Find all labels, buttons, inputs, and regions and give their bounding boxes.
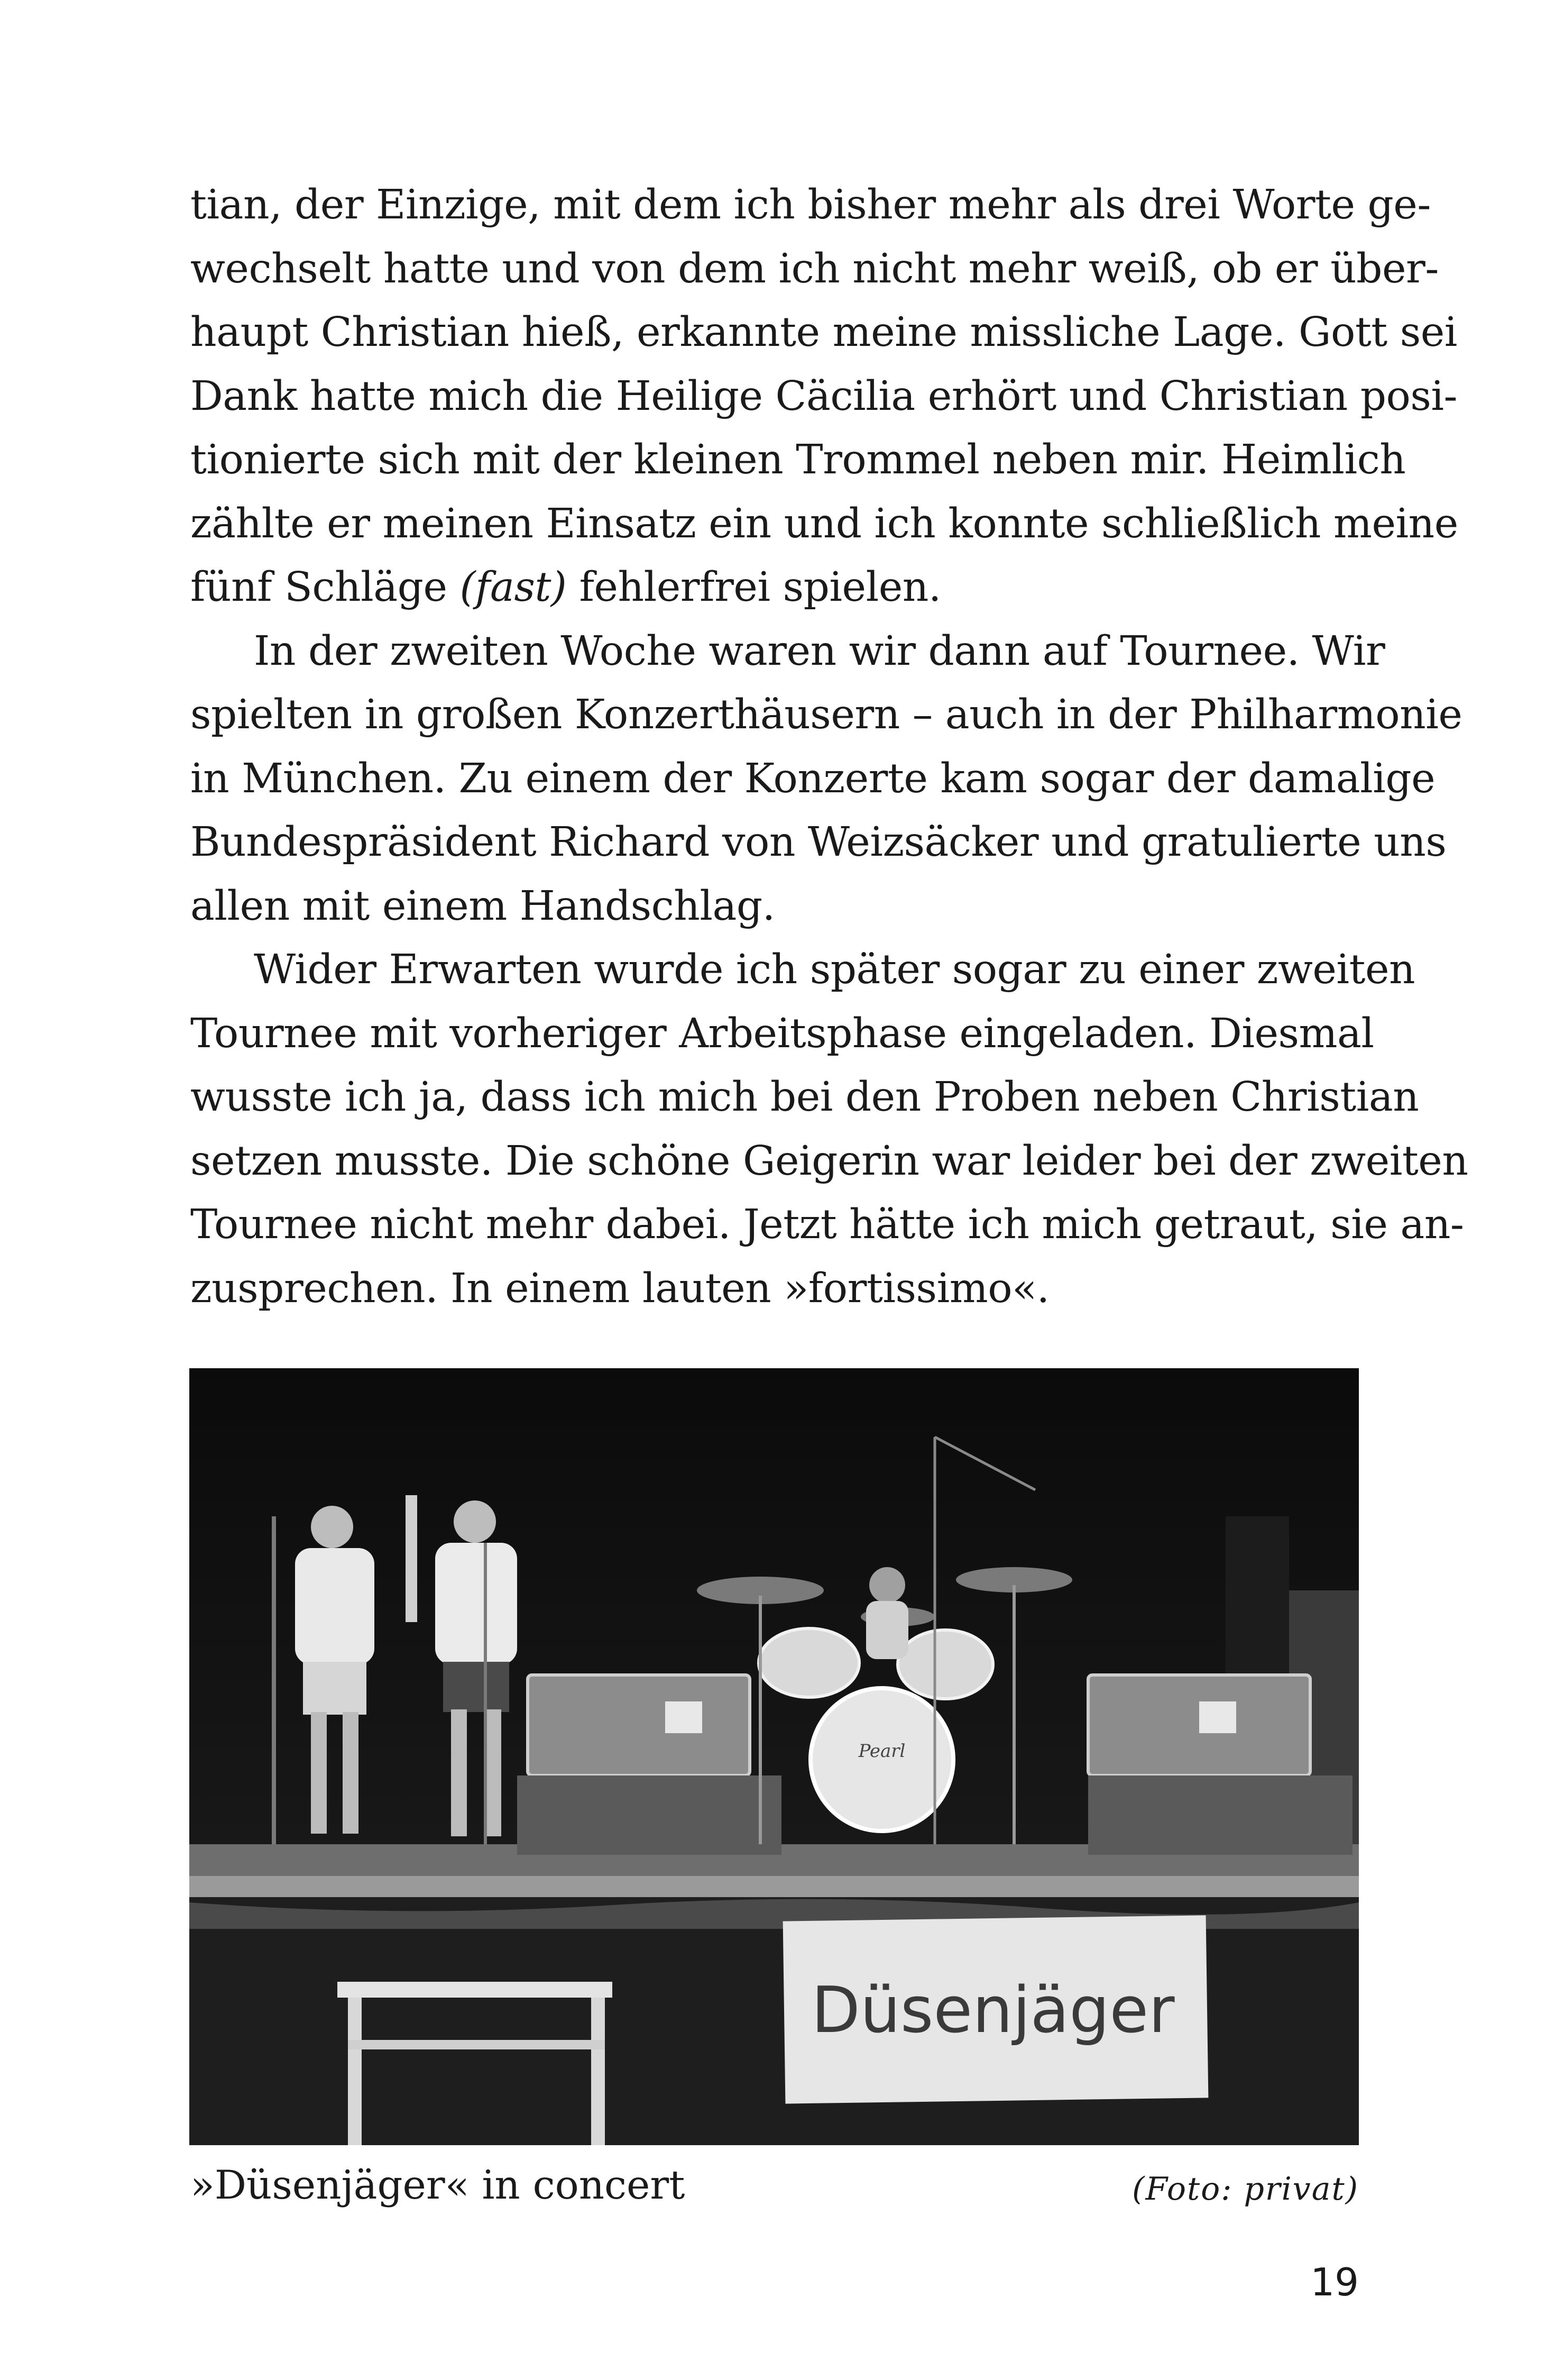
text-line: Tournee mit vorheriger Arbeitsphase eingeladen. Diesmal [190, 1010, 1374, 1057]
text-line: Bundespräsident Richard von Weizsäcker und gratulierte uns [190, 819, 1447, 866]
page-number: 19 [1310, 2260, 1359, 2304]
banner-text: Düsenjäger [811, 1974, 1175, 2047]
text-segment: fehlerfrei spielen. [579, 564, 941, 611]
drum-brand-label: Pearl [858, 1741, 906, 1762]
photo-caption [190, 2161, 1359, 2209]
text-line: Tournee nicht mehr dabei. Jetzt hätte ich mich getraut, sie an- [190, 1201, 1464, 1248]
text-line: setzen musste. Die schöne Geigerin war leider bei der zweiten [190, 1137, 1468, 1185]
text-line: wusste ich ja, dass ich mich bei den Proben neben Christian [190, 1074, 1419, 1121]
text-line: tian, der Einzige, mit dem ich bisher mehr als drei Worte ge- [190, 181, 1431, 228]
text-line [190, 556, 1359, 620]
concert-photo-illustration [189, 1368, 1359, 2145]
text-line: Wider Erwarten wurde ich später sogar zu einer zweiten [254, 946, 1415, 993]
text-line: zählte er meinen Einsatz ein und ich konnte schließlich meine [190, 500, 1458, 547]
concert-photo [189, 1368, 1359, 2145]
text-line: Dank hatte mich die Heilige Cäcilia erhört und Christian posi- [190, 372, 1458, 420]
text-line: allen mit einem Handschlag. [190, 882, 775, 930]
text-line: haupt Christian hieß, erkannte meine missliche Lage. Gott sei [190, 309, 1457, 356]
text-line: tionierte sich mit der kleinen Trommel neben mir. Heimlich [190, 436, 1406, 483]
text-line: spielten in großen Konzerthäusern – auch in der Philharmonie [190, 691, 1462, 738]
text-segment: fünf Schläge [190, 564, 447, 611]
text-line: In der zweiten Woche waren wir dann auf Tournee. Wir [254, 627, 1385, 675]
text-line: zusprechen. In einem lauten »fortissimo«. [190, 1265, 1050, 1312]
body-text [190, 173, 1468, 1321]
photo-credit: (Foto: privat) [1132, 2171, 1359, 2208]
caption-text: »Düsenjäger« in concert [190, 2162, 685, 2208]
text-line: wechselt hatte und von dem ich nicht mehr weiß, ob er über- [190, 245, 1439, 292]
emphasis-text: (fast) [459, 564, 567, 611]
text-line: in München. Zu einem der Konzerte kam sogar der damalige [190, 755, 1436, 802]
